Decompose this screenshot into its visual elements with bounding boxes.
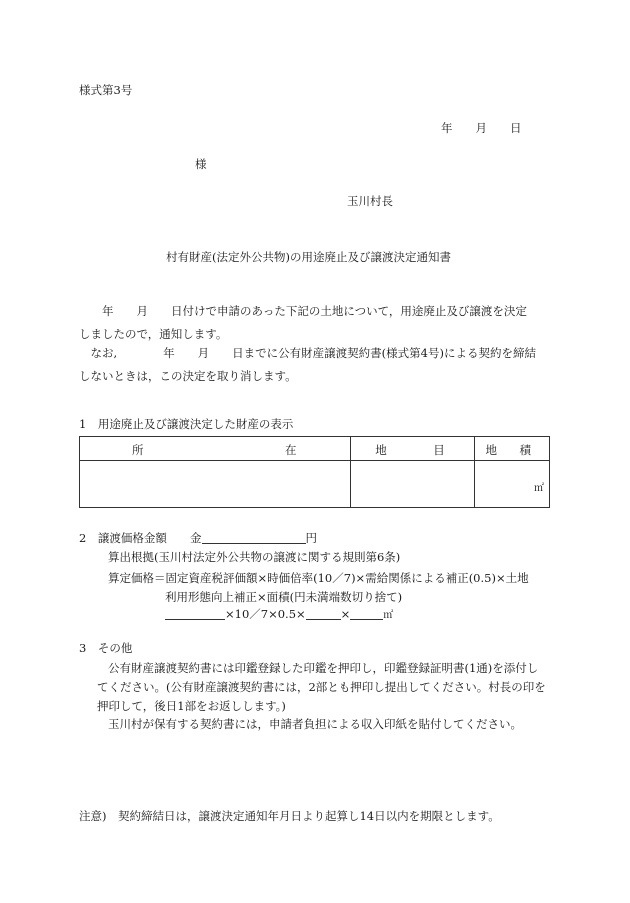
calc-unit: ㎡ — [383, 610, 394, 621]
section-3-heading: 3 その他 — [79, 641, 133, 655]
yen-suffix: 円 — [305, 531, 317, 545]
calc-times: × — [340, 607, 351, 621]
area-unit: ㎡ — [534, 483, 544, 494]
section-3-line: 公有財産譲渡契約書には印鑑登録した印鑑を押印し，印鑑登録証明書(1通)を添付し — [108, 661, 539, 675]
note: 注意) 契約締結日は，譲渡決定通知年月日より起算し14日以内を期限とします。 — [79, 809, 500, 823]
area-header — [475, 437, 550, 461]
section-3-line: 玉川村が保有する契約書には，申請者負担による収入印紙を貼付してください。 — [108, 717, 522, 731]
body-line: しましたので，通知します。 — [79, 327, 228, 341]
issuer: 玉川村長 — [347, 194, 393, 208]
land-type-header — [351, 437, 475, 461]
correction-blank — [306, 607, 341, 620]
area-header-a: 地 — [485, 443, 497, 457]
body-paragraph-1 — [79, 300, 549, 346]
body-line: しないときは，この決定を取り消します。 — [79, 369, 297, 383]
section-3-line: 押印して，後日1部をお返しします。) — [97, 699, 286, 713]
land-type-header-b: 目 — [433, 443, 445, 457]
body-line: なお, 年 月 日までに公有財産譲渡契約書(様式第4号)による契約を締結 — [79, 346, 536, 360]
date-line: 年 月 日 — [441, 121, 522, 135]
table-header-row — [80, 437, 550, 461]
form-number: 様式第3号 — [79, 83, 133, 97]
location-header — [80, 437, 351, 461]
body-line: 年 月 日付けで申請のあった下記の土地について，用途廃止及び譲渡を決定 — [79, 304, 527, 318]
table-row — [80, 461, 550, 508]
body-paragraph-2 — [79, 342, 549, 388]
location-header-a: 所 — [132, 443, 144, 457]
addressee-suffix: 様 — [195, 157, 207, 171]
location-header-b: 在 — [285, 443, 297, 457]
yen-prefix: 金 — [190, 531, 202, 545]
land-type-cell — [351, 461, 475, 508]
property-table — [79, 436, 550, 508]
area-cell — [475, 461, 550, 508]
section-3-line: てください。(公有財産譲渡契約書には，2部とも押印し提出してください。村長の印を — [97, 680, 546, 694]
calc-factor: ×10／7×0.5× — [225, 607, 306, 621]
document-title: 村有財産(法定外公共物)の用途廃止及び譲渡決定通知書 — [166, 250, 451, 264]
amount-blank — [202, 531, 306, 544]
formula-line-2: 利用形態向上補正×面積(円未満端数切り捨て) — [165, 590, 403, 604]
section-1-heading: 1 用途廃止及び譲渡決定した財産の表示 — [79, 417, 294, 431]
price-amount — [190, 530, 317, 546]
location-cell — [80, 461, 351, 508]
area-header-b: 積 — [519, 443, 531, 457]
calculation-blanks — [165, 606, 393, 622]
valuation-blank — [165, 607, 225, 620]
area-blank — [350, 607, 383, 620]
formula-line-1: 算定価格＝固定資産税評価額×時価倍率(10／7)×需給関係による補正(0.5)×土地 — [108, 571, 529, 585]
section-2-heading: 2 譲渡価格金額 — [79, 531, 167, 545]
calculation-basis: 算出根拠(玉川村法定外公共物の譲渡に関する規則第6条) — [108, 550, 401, 564]
land-type-header-a: 地 — [375, 443, 387, 457]
